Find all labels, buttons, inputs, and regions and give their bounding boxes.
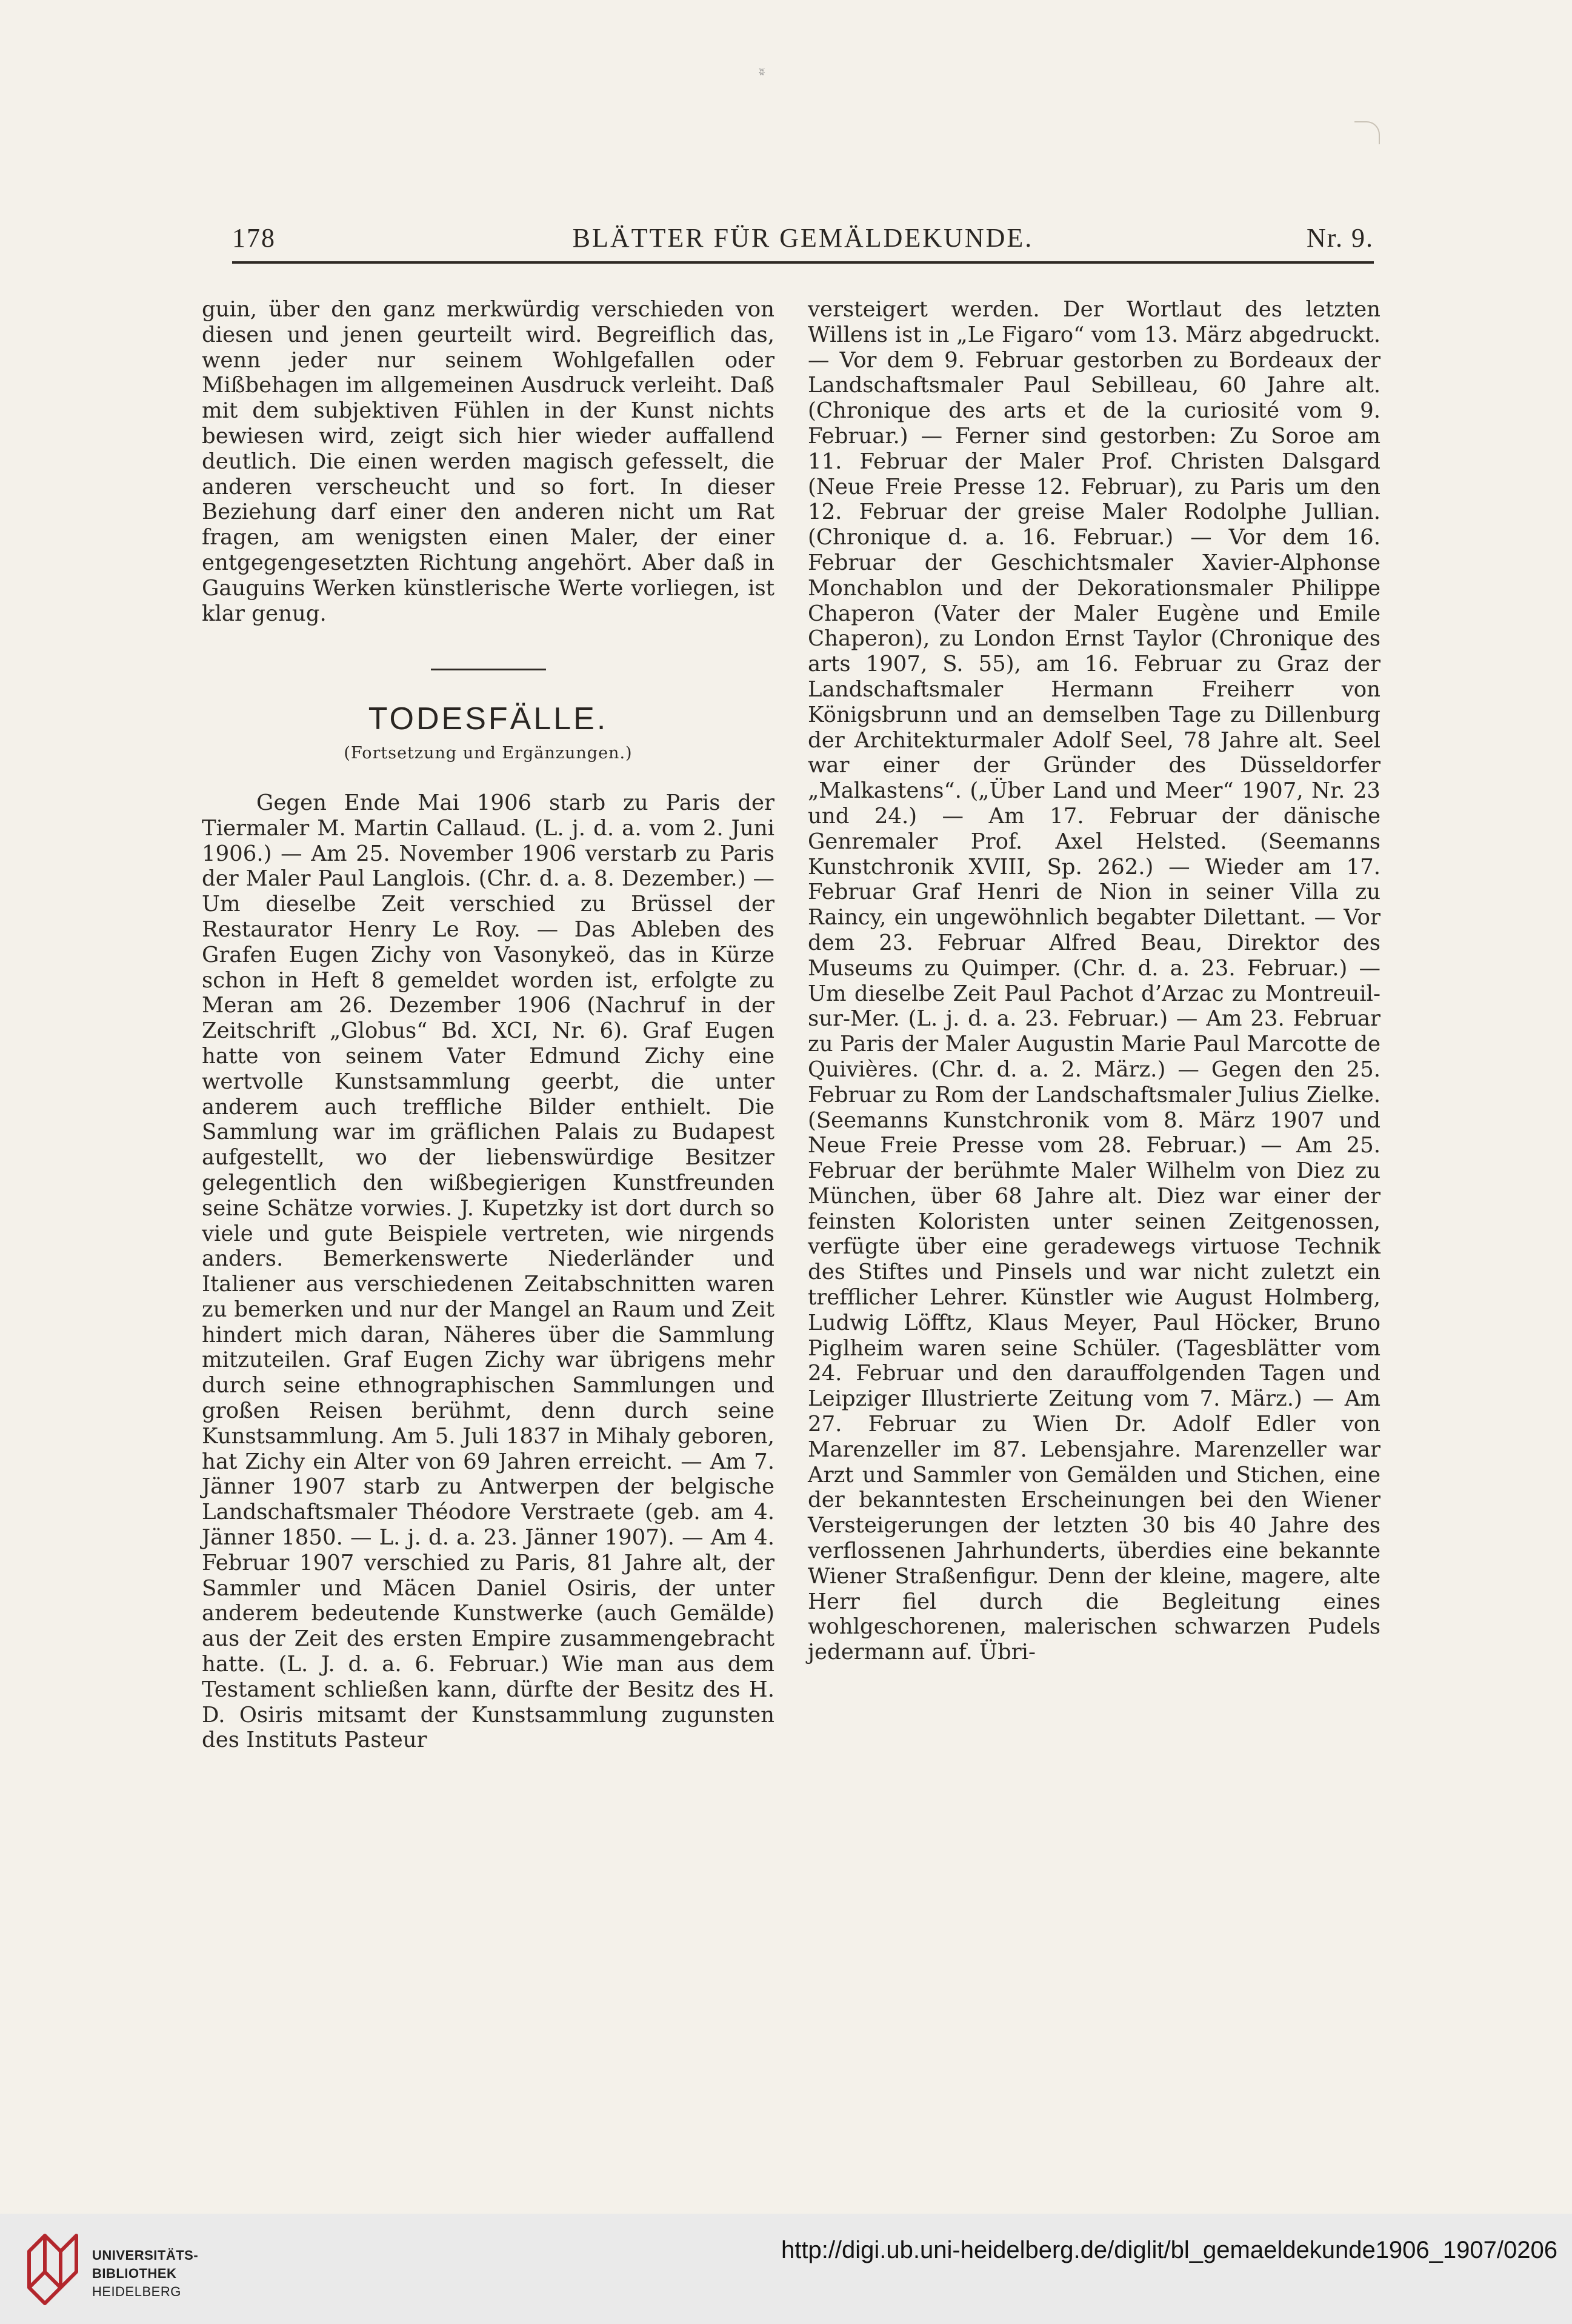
- library-name: [92, 2246, 198, 2301]
- journal-title: BLÄTTER FÜR GEMÄLDEKUNDE.: [572, 223, 1034, 253]
- issue-number: Nr. 9.: [1307, 223, 1374, 253]
- section-title: TODESFÄLLE.: [368, 701, 608, 737]
- library-name-line-1: UNIVERSITÄTS-: [92, 2248, 199, 2263]
- library-name-line-3: HEIDELBERG: [92, 2284, 181, 2299]
- scan-speck: ʬ: [759, 65, 765, 78]
- section-separator: [431, 669, 546, 670]
- right-paragraph-1: versteigert werden. Der Wortlaut des letzten Willens ist in „Le Figaro“ vom 13. März abgedruckt. — Vor dem 9. Februar gestorben zu Bordeaux der Landschaftsmaler Paul Sebilleau, 60 Jahre alt. (Chronique des arts et de la curiosité vom 9. Februar.) — Ferner sind gestorben: Zu Soroe am 11. Februar der Maler Prof. Christen Dalsgard (Neue Freie Presse 12. Februar), zu Paris um den 12. Februar der greise Maler Rodolphe Jullian. (Chronique d. a. 16. Februar.) — Vor dem 16. Februar der Geschichtsmaler Xavier-Alphonse Monchablon und der Dekorationsmaler Philippe Chaperon (Vater der Maler Eugène und Emile Chaperon), zu London Ernst Taylor (Chronique des arts 1907, S. 55), am 16. Februar zu Graz der Landschaftsmaler Hermann Freiherr von Königsbrunn und an demselben Tage zu Dillenburg der Architekturmaler Adolf Seel, 78 Jahre alt. Seel war einer der Gründer des Düsseldorfer „Malkastens“. („Über Land und Meer“ 1907, Nr. 23 und 24.) — Am 17. Februar der dänische Genremaler Prof. Axel Helsted. (Seemanns Kunstchronik XVIII, Sp. 262.) — Wieder am 17. Februar Graf Henri de Nion in seiner Villa zu Raincy, ein ungewöhnlich begabter Dilettant. — Vor dem 23. Februar Alfred Beau, Direktor des Museums zu Quimper. (Chr. d. a. 23. Februar.) — Um dieselbe Zeit Paul Pachot d’Arzac zu Montreuil-sur-Mer. (L. j. d. a. 23. Februar.) — Am 23. Februar zu Paris der Maler Augustin Marie Paul Marcotte de Quivières. (Chr. d. a. 2. März.) — Gegen den 25. Februar zu Rom der Landschaftsmaler Julius Zielke. (Seemanns Kunstchronik vom 8. März 1907 und Neue Freie Presse vom 28. Februar.) — Am 25. Februar der berühmte Maler Wilhelm von Diez zu München, über 68 Jahre alt. Diez war einer der feinsten Koloristen unter seinen Zeitgenossen, verfügte über eine geradewegs virtuose Technik des Stiftes und Pinsels und war nicht zuletzt ein trefflicher Lehrer. Künstler wie August Holmberg, Ludwig Löfftz, Klaus Meyer, Paul Höcker, Bruno Piglheim waren seine Schüler. (Tagesblätter vom 24. Februar und den darauffolgenden Tagen und Leipziger Illustrierte Zeitung vom 7. März.) — Am 27. Februar zu Wien Dr. Adolf Edler von Marenzeller im 87. Lebensjahre. Marenzeller war Arzt und Sammler von Gemälden und Stichen, eine der bekanntesten Erscheinungen bei den Wiener Versteigerungen der letzten 30 bis 40 Jahre des verflossenen Jahrhunderts, überdies eine bekannte Wiener Straßenfigur. Denn der kleine, magere, alte Herr fiel durch die Begleitung eines wohlgeschorenen, malerischen schwarzen Pudels jedermann auf. Übri-: [808, 297, 1380, 1665]
- running-header: [232, 215, 1374, 264]
- left-column: [202, 297, 774, 1753]
- left-paragraph-2: Gegen Ende Mai 1906 starb zu Paris der Tiermaler M. Martin Callaud. (L. j. d. a. vom 2. Juni 1906.) — Am 25. November 1906 verstarb zu Paris der Maler Paul Langlois. (Chr. d. a. 8. Dezember.) — Um dieselbe Zeit verschied zu Brüssel der Restaurator Henry Le Roy. — Das Ableben des Grafen Eugen Zichy von Vasonykeö, das in Kürze schon in Heft 8 gemeldet worden ist, erfolgte zu Meran am 26. Dezember 1906 (Nachruf in der Zeitschrift „Globus“ Bd. XCI, Nr. 6). Graf Eugen hatte von seinem Vater Edmund Zichy eine wertvolle Kunstsammlung geerbt, die unter anderem auch treffliche Bilder enthielt. Die Sammlung war im gräflichen Palais zu Budapest aufgestellt, wo der liebenswürdige Besitzer gelegentlich den wißbegierigen Kunstfreunden seine Schätze vorwies. J. Kupetzky ist dort durch so viele und gute Beispiele vertreten, wie nirgends anders. Bemerkenswerte Niederländer und Italiener aus verschiedenen Zeitabschnitten waren zu bemerken und nur der Mangel an Raum und Zeit hindert mich daran, Näheres über die Sammlung mitzuteilen. Graf Eugen Zichy war übrigens mehr durch seine ethnographischen Sammlungen und großen Reisen berühmt, denn durch seine Kunstsammlung. Am 5. Juli 1837 in Mihaly geboren, hat Zichy ein Alter von 69 Jahren erreicht. — Am 7. Jänner 1907 starb zu Antwerpen der belgische Landschaftsmaler Théodore Verstraete (geb. am 4. Jänner 1850. — L. j. d. a. 23. Jänner 1907). — Am 4. Februar 1907 verschied zu Paris, 81 Jahre alt, der Sammler und Mäcen Daniel Osiris, der unter anderem bedeutende Kunstwerke (auch Gemälde) aus der Zeit des ersten Empire zusammengebracht hatte. (L. J. d. a. 6. Februar.) Wie man aus dem Testament schließen kann, dürfte der Besitz des H. D. Osiris mitsamt der Kunstsammlung zugunsten des Instituts Pasteur: [202, 790, 774, 1753]
- left-paragraph-1: guin, über den ganz merkwürdig verschieden von diesen und jenen geurteilt wird. Begreiflich das, wenn jeder nur seinem Wohlgefallen oder Mißbehagen im allgemeinen Ausdruck verleiht. Daß mit dem subjektiven Fühlen in der Kunst nichts bewiesen wird, zeigt sich hier wieder auffallend deutlich. Die einen werden magisch gefesselt, die anderen verscheucht und so fort. In dieser Beziehung darf einer den anderen nicht um Rat fragen, am wenigsten einen Maler, der einer entgegengesetzten Richtung angehört. Aber daß in Gauguins Werken künstlerische Werte vorliegen, ist klar genug.: [202, 297, 774, 626]
- permalink-url[interactable]: http://digi.ub.uni-heidelberg.de/diglit/bl_gemaeldekunde1906_1907/0206: [781, 2237, 1557, 2263]
- page-corner-mark: [1354, 121, 1380, 144]
- page-number: 178: [232, 223, 276, 253]
- library-name-line-2: BIBLIOTHEK: [92, 2266, 177, 2281]
- footer-bar: [0, 2214, 1572, 2324]
- section-subtitle: (Fortsetzung und Ergänzungen.): [344, 744, 633, 763]
- heidelberg-library-logo-icon: [16, 2227, 88, 2306]
- right-column: [808, 297, 1380, 1665]
